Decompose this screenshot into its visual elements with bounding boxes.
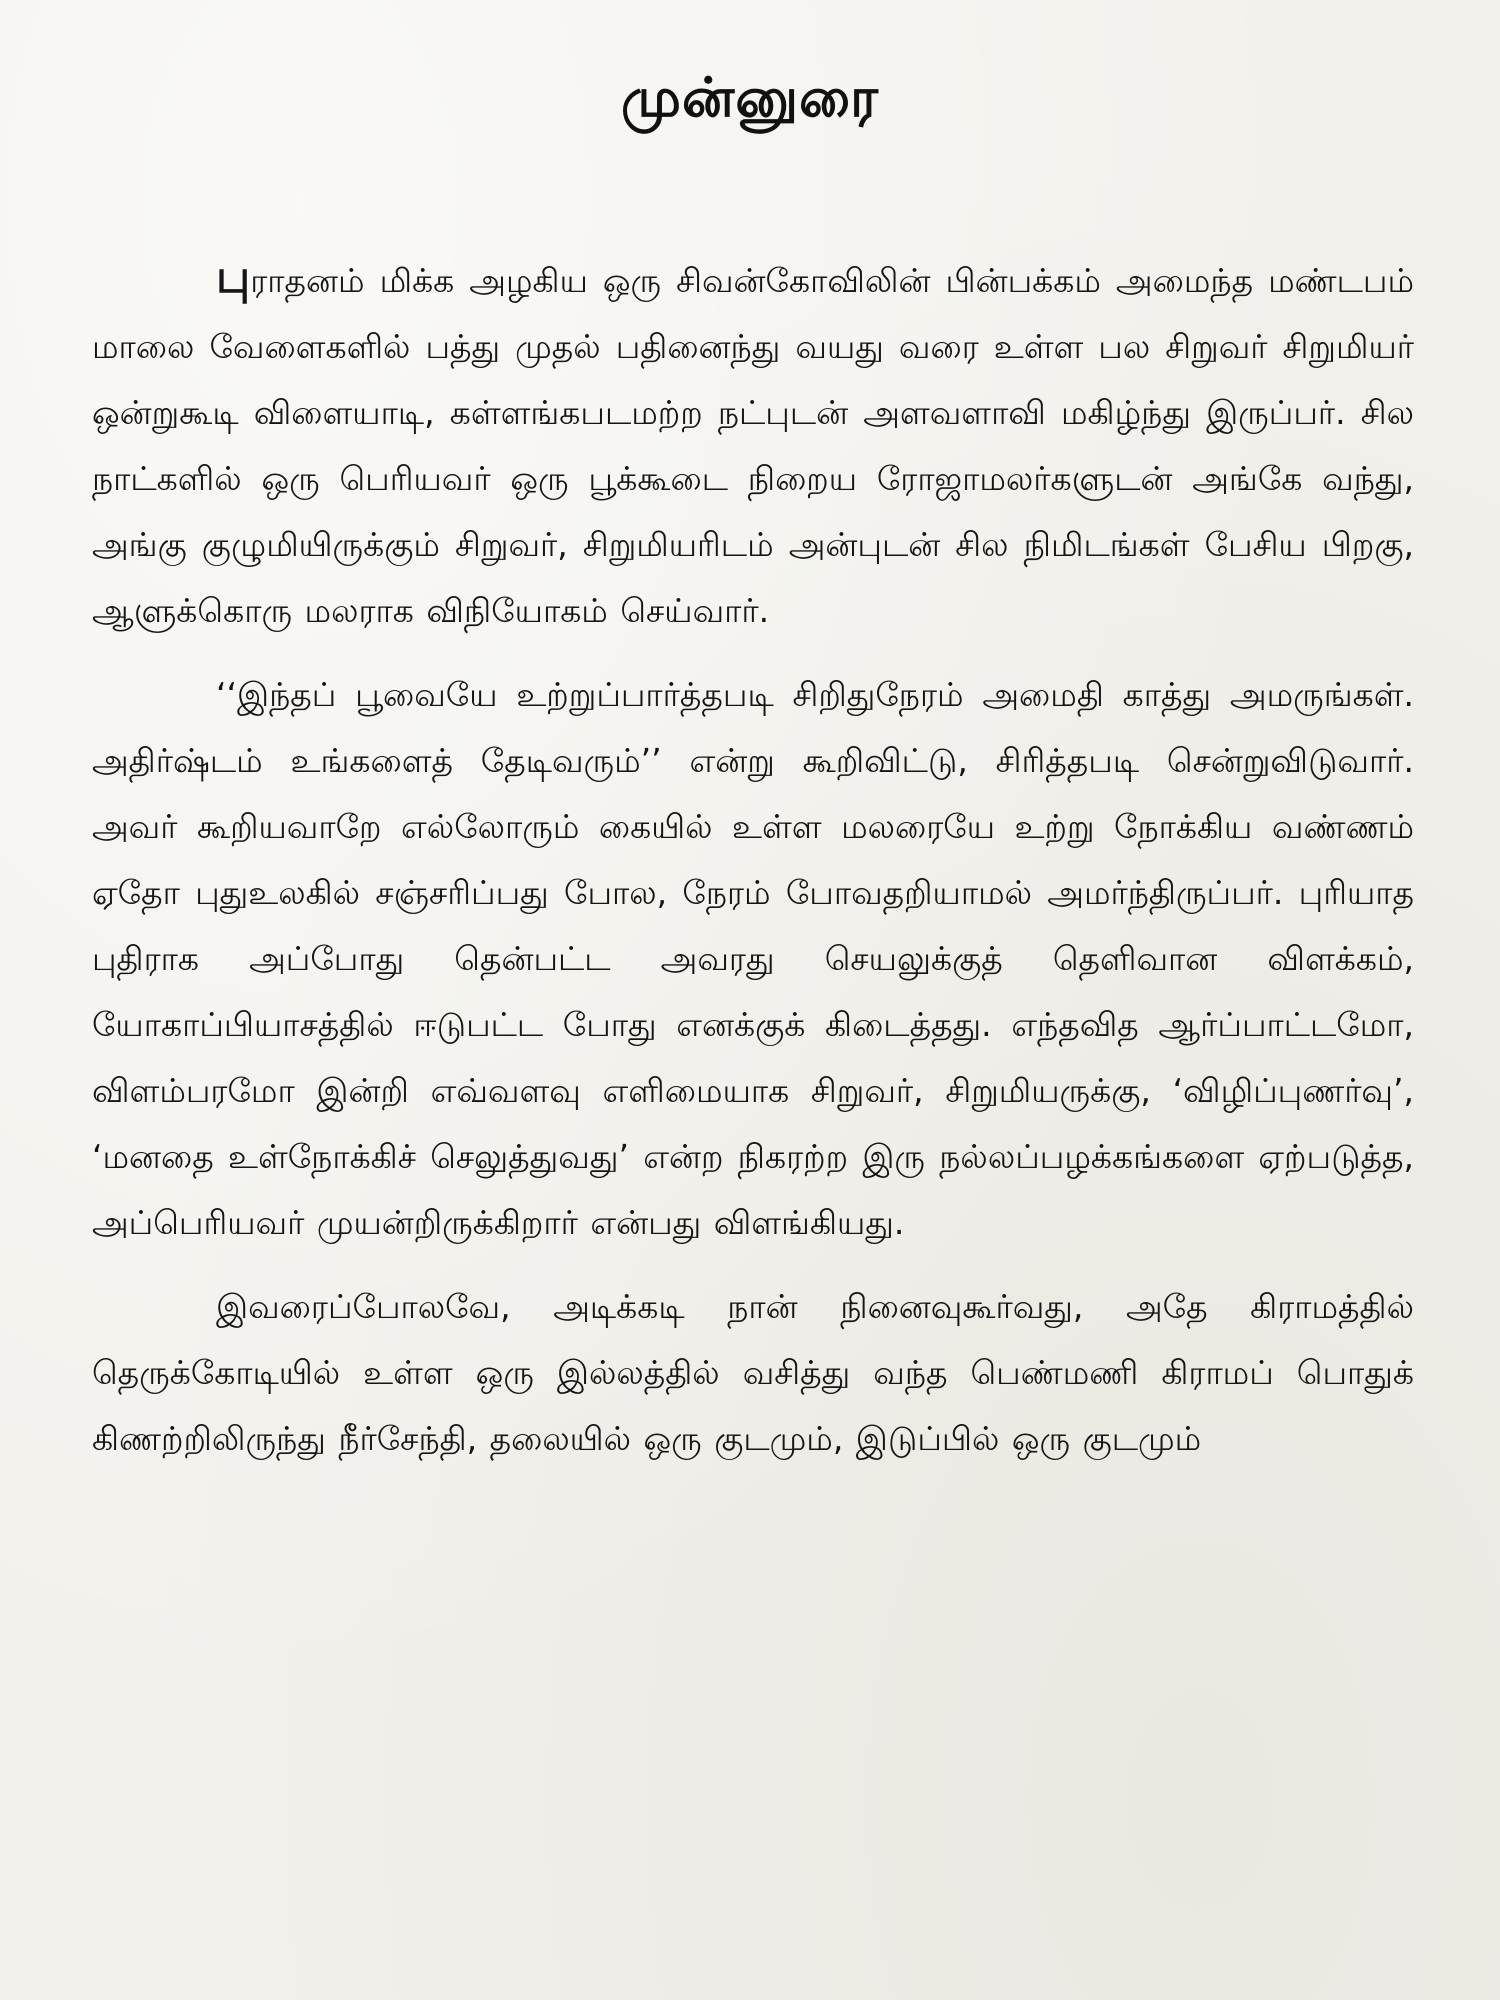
page-title: முன்னுரை	[621, 66, 879, 129]
paragraph-1	[92, 248, 1414, 644]
paragraph-2: ‘‘இந்தப் பூவையே உற்றுப்பார்த்தபடி சிறிதுநேரம் அமைதி காத்து அமருங்கள். அதிர்ஷ்டம் உங்களைத் தேடிவரும்’’ என்று கூறிவிட்டு, சிரித்தபடி சென்றுவிடுவார். அவர் கூறியவாறே எல்லோரும் கையில் உள்ள மலரையே உற்று நோக்கிய வண்ணம் ஏதோ புதுஉலகில் சஞ்சரிப்பது போல, நேரம் போவதறியாமல் அமர்ந்திருப்பர். புரியாத புதிராக அப்போது தென்பட்ட அவரது செயலுக்குத் தெளிவான விளக்கம், யோகாப்பியாசத்தில் ஈடுபட்ட போது எனக்குக் கிடைத்தது. எந்தவித ஆர்ப்பாட்டமோ, விளம்பரமோ இன்றி எவ்வளவு எளிமையாக சிறுவர், சிறுமியருக்கு, ‘விழிப்புணர்வு’, ‘மனதை உள்நோக்கிச் செலுத்துவது’ என்ற நிகரற்ற இரு நல்லப்பழக்கங்களை ஏற்படுத்த, அப்பெரியவர் முயன்றிருக்கிறார் என்பது விளங்கியது.	[92, 675, 1414, 1242]
paragraph-1-text: ராதனம் மிக்க அழகிய ஒரு சிவன்கோவிலின் பின்பக்கம் அமைந்த மண்டபம் மாலை வேளைகளில் பத்து முதல் பதினைந்து வயது வரை உள்ள பல சிறுவர் சிறுமியர் ஒன்றுகூடி விளையாடி, கள்ளங்கபடமற்ற நட்புடன் அளவளாவி மகிழ்ந்து இருப்பர். சில நாட்களில் ஒரு பெரியவர் ஒரு பூக்கூடை நிறைய ரோஜாமலர்களுடன் அங்கே வந்து, அங்கு குழுமியிருக்கும் சிறுவர், சிறுமியரிடம் அன்புடன் சில நிமிடங்கள் பேசிய பிறகு, ஆளுக்கொரு மலராக விநியோகம் செய்வார்.	[92, 261, 1414, 630]
drop-cap: பு	[216, 249, 251, 303]
paragraph-3: இவரைப்போலவே, அடிக்கடி நான் நினைவுகூர்வது, அதே கிராமத்தில் தெருக்கோடியில் உள்ள ஒரு இல்லத்தில் வசித்து வந்த பெண்மணி கிராமப் பொதுக் கிணற்றிலிருந்து நீர்சேந்தி, தலையில் ஒரு குடமும், இடுப்பில் ஒரு குடமும்	[92, 1287, 1414, 1458]
body-text	[92, 248, 1414, 1472]
